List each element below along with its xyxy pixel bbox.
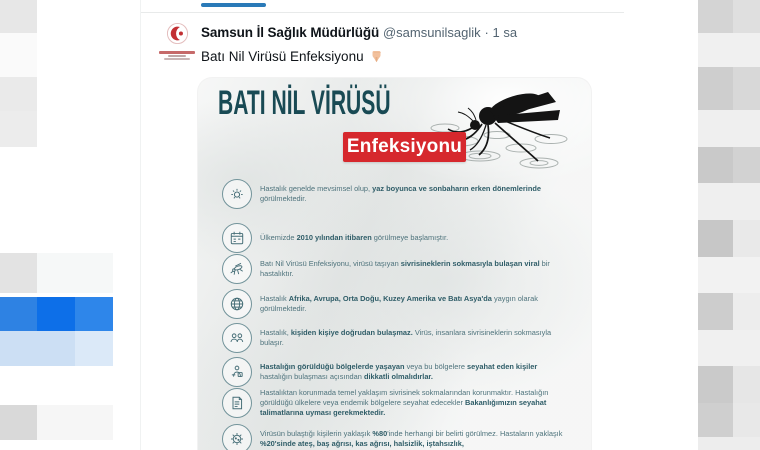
blurred-block — [697, 330, 760, 366]
logo-caption-line — [159, 51, 195, 54]
calendar-icon — [222, 223, 252, 253]
blurred-block — [697, 293, 733, 330]
blurred-block — [37, 297, 75, 331]
tweet-separator — [141, 12, 624, 13]
info-item-text: Hastalığın görüldüğü bölgelerde yaşayan veya bu bölgelere seyahat eden kişiler hastalığın bulaşması açısından dikkatli olmalıdırlar. — [260, 362, 538, 381]
info-item-text: Hastalıktan korunmada temel yaklaşım sivrisinek sokmalarından korunmaktır. Hastalığın görüldüğü ülkelere veya endemik bölgelere seyahat edecekler Bakanlığımızın seyahat talimatlarına uyması gerekmektedir. — [260, 388, 549, 417]
blurred-block — [697, 257, 760, 293]
pointing-down-emoji — [370, 50, 383, 66]
blurred-block — [75, 297, 113, 331]
blurred-block — [697, 0, 733, 33]
sun-season-icon — [222, 179, 252, 209]
info-item — [222, 223, 570, 253]
info-item-text: Hastalık genelde mevsimsel olup, yaz boyunca ve sonbaharın erken dönemlerinde görülmektedir. — [260, 184, 541, 203]
blurred-block — [733, 67, 760, 110]
blurred-block — [0, 405, 37, 440]
blurred-scroll-indicator — [201, 3, 266, 7]
blurred-block — [697, 110, 760, 147]
blurred-block — [733, 220, 760, 257]
info-item-text: Batı Nil Virüsü Enfeksiyonu, virüsü taşıyan sivrisineklerin sokmasıyla bulaşan viral bir hastalıktır. — [260, 259, 550, 278]
infographic-image[interactable] — [198, 78, 591, 450]
info-item — [222, 254, 570, 284]
blurred-block — [697, 67, 733, 110]
avatar[interactable] — [155, 22, 199, 62]
blurred-block — [0, 0, 37, 33]
people-icon — [222, 323, 252, 353]
virus-icon — [222, 424, 252, 450]
infographic-title: BATI NİL VİRÜSÜ — [218, 84, 391, 122]
info-item — [222, 357, 570, 387]
blurred-block — [37, 405, 113, 440]
blurred-block — [733, 0, 760, 33]
blurred-block — [0, 77, 37, 111]
blurred-block — [697, 403, 733, 437]
blurred-block — [37, 253, 113, 293]
tweet — [140, 0, 698, 450]
author-name[interactable]: Samsun İl Sağlık Müdürlüğü — [201, 25, 380, 40]
blurred-block — [0, 297, 37, 331]
author-handle[interactable]: @samsunilsaglik — [382, 25, 481, 40]
logo-caption-line — [164, 58, 190, 60]
separator-dot: · — [484, 25, 489, 40]
document-icon — [222, 388, 252, 418]
info-item-text: Virüsün bulaştığı kişilerin yaklaşık %80'inde herhangi bir belirti görülmez. Hastaların yaklaşık %20'sinde ateş, baş ağrısı, kas ağrısı, halsizlik, iştahsızlık, — [260, 429, 563, 448]
info-item — [222, 179, 570, 209]
blurred-block — [697, 33, 760, 67]
timestamp[interactable]: 1 sa — [492, 25, 518, 40]
blurred-block — [733, 403, 760, 437]
blurred-block — [0, 33, 37, 77]
info-item — [222, 323, 570, 353]
blurred-block — [697, 437, 760, 450]
blurred-block — [75, 331, 113, 366]
blurred-block — [0, 331, 75, 366]
blurred-block — [733, 147, 760, 183]
blurred-block — [0, 111, 37, 147]
infographic-subtitle: Enfeksiyonu — [346, 136, 463, 157]
blurred-block — [697, 220, 733, 257]
globe-icon — [222, 289, 252, 319]
blurred-block — [0, 253, 37, 293]
infographic-subtitle-badge — [343, 132, 466, 162]
blurred-block — [697, 147, 733, 183]
traveler-icon — [222, 357, 252, 387]
blurred-block — [697, 183, 760, 220]
info-item-text: Ülkemizde 2010 yılından itibaren görülmeye başlamıştır. — [260, 233, 449, 243]
info-item — [222, 289, 570, 319]
info-item-text: Hastalık, kişiden kişiye doğrudan bulaşmaz. Virüs, insanlara sivrisineklerin sokmasıyla bulaşır. — [260, 328, 552, 347]
blurred-block — [697, 366, 733, 403]
tweet-header — [201, 25, 671, 40]
blurred-block — [733, 293, 760, 330]
tweet-text-content: Batı Nil Virüsü Enfeksiyonu — [201, 49, 364, 64]
info-item — [222, 424, 570, 450]
info-item-text: Hastalık Afrika, Avrupa, Orta Doğu, Kuzey Amerika ve Batı Asya'da yaygın olarak görülmektedir. — [260, 294, 538, 313]
mosquito-illustration — [420, 78, 588, 178]
ministry-logo-icon — [166, 22, 189, 45]
mosquito-icon — [222, 254, 252, 284]
info-item — [222, 388, 570, 418]
tweet-text — [201, 49, 383, 66]
blurred-block — [733, 366, 760, 403]
logo-caption-line — [168, 55, 186, 57]
